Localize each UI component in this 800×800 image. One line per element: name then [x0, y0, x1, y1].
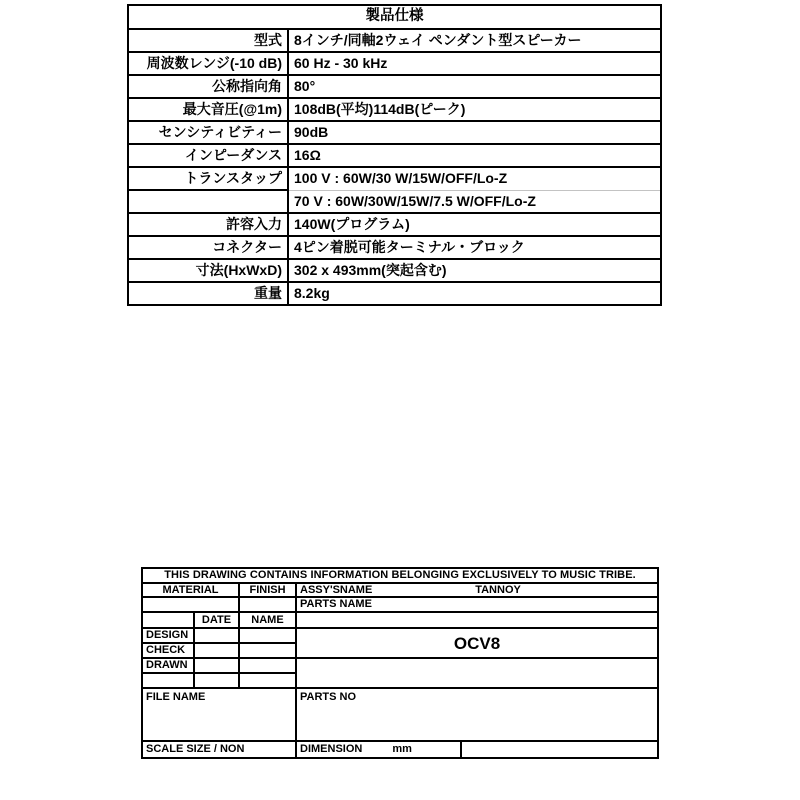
- disclaimer-row: [142, 568, 658, 583]
- empty-cell: [142, 673, 194, 688]
- date-name-header-row: [142, 612, 658, 628]
- empty-cell: [239, 673, 296, 688]
- material-label: MATERIAL: [142, 583, 239, 598]
- dimension-cell: [296, 741, 461, 758]
- spec-title-row: [128, 5, 661, 29]
- drawn-row: [142, 658, 658, 673]
- spec-row-weight: [128, 282, 661, 305]
- spec-label: 周波数レンジ(-10 dB): [128, 52, 288, 75]
- finish-label: FINISH: [239, 583, 296, 598]
- spec-row-transformer-tap-70v: [128, 190, 661, 213]
- disclaimer-text: THIS DRAWING CONTAINS INFORMATION BELONGING EXCLUSIVELY TO MUSIC TRIBE.: [142, 568, 658, 583]
- spec-value: 8インチ/同軸2ウェイ ペンダント型スピーカー: [288, 29, 661, 52]
- brand-name: TANNOY: [475, 583, 521, 596]
- spec-label: トランスタップ: [128, 167, 288, 190]
- spec-row-dimensions: [128, 259, 661, 282]
- empty-cell: [296, 612, 658, 628]
- dimension-label: DIMENSION: [300, 743, 363, 756]
- drawn-date-cell: [194, 658, 239, 673]
- spec-value: 60 Hz - 30 kHz: [288, 52, 661, 75]
- spec-row-coverage-angle: [128, 75, 661, 98]
- finish-value-cell: [239, 597, 296, 612]
- spec-label: センシティビティー: [128, 121, 288, 144]
- spec-value: 16Ω: [288, 144, 661, 167]
- spec-label: 最大音圧(@1m): [128, 98, 288, 121]
- material-value-cell: [142, 597, 239, 612]
- dimension-unit: mm: [392, 743, 412, 756]
- spec-row-impedance: [128, 144, 661, 167]
- spec-label: [128, 190, 288, 213]
- scale-dimension-row: [142, 741, 658, 758]
- check-date-cell: [194, 643, 239, 658]
- spec-row-frequency-range: [128, 52, 661, 75]
- spec-value: 70 V : 60W/30W/15W/7.5 W/OFF/Lo-Z: [288, 190, 661, 213]
- drawn-label: DRAWN: [142, 658, 194, 673]
- spec-label: 重量: [128, 282, 288, 305]
- spec-label: コネクター: [128, 236, 288, 259]
- design-date-cell: [194, 628, 239, 643]
- assy-name-cell: [296, 583, 658, 598]
- file-name-label: FILE NAME: [142, 688, 296, 741]
- spec-value: 302 x 493mm(突起含む): [288, 259, 661, 282]
- empty-cell: [142, 612, 194, 628]
- drawing-title-block: [141, 567, 659, 759]
- model-number: OCV8: [296, 628, 658, 658]
- spec-row-max-spl: [128, 98, 661, 121]
- empty-cell: [296, 658, 658, 688]
- check-label: CHECK: [142, 643, 194, 658]
- parts-no-label: PARTS NO: [296, 688, 658, 741]
- material-finish-row: [142, 583, 658, 598]
- spec-table-title: 製品仕様: [128, 5, 661, 29]
- design-label: DESIGN: [142, 628, 194, 643]
- assy-name-label: ASSY'SNAME: [300, 583, 373, 596]
- spec-row-connector: [128, 236, 661, 259]
- product-spec-table: [127, 4, 662, 306]
- spec-value: 108dB(平均)114dB(ピーク): [288, 98, 661, 121]
- spec-value: 80°: [288, 75, 661, 98]
- spec-row-transformer-tap-100v: [128, 167, 661, 190]
- check-name-cell: [239, 643, 296, 658]
- parts-name-label: PARTS NAME: [296, 597, 658, 612]
- spec-label: 寸法(HxWxD): [128, 259, 288, 282]
- spec-value: 4ピン着脱可能ターミナル・ブロック: [288, 236, 661, 259]
- spec-label: 許容入力: [128, 213, 288, 236]
- empty-cell: [461, 741, 658, 758]
- design-row: [142, 628, 658, 643]
- spec-label: 型式: [128, 29, 288, 52]
- file-name-row: [142, 688, 658, 741]
- scale-size-label: SCALE SIZE / NON: [142, 741, 296, 758]
- name-label: NAME: [239, 612, 296, 628]
- drawn-name-cell: [239, 658, 296, 673]
- date-label: DATE: [194, 612, 239, 628]
- spec-value: 90dB: [288, 121, 661, 144]
- spec-label: 公称指向角: [128, 75, 288, 98]
- empty-cell: [194, 673, 239, 688]
- spec-row-power-handling: [128, 213, 661, 236]
- parts-name-row: [142, 597, 658, 612]
- spec-value: 140W(プログラム): [288, 213, 661, 236]
- spec-value: 8.2kg: [288, 282, 661, 305]
- spec-value: 100 V : 60W/30 W/15W/OFF/Lo-Z: [288, 167, 661, 190]
- spec-row-sensitivity: [128, 121, 661, 144]
- spec-label: インピーダンス: [128, 144, 288, 167]
- spec-row-model: [128, 29, 661, 52]
- design-name-cell: [239, 628, 296, 643]
